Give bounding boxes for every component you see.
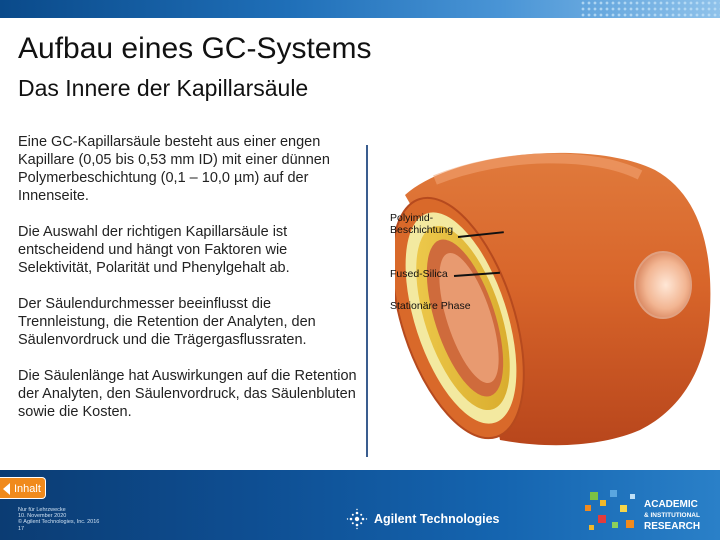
label-polyimide-line2: Beschichtung <box>390 224 454 236</box>
academic-logo <box>644 499 700 532</box>
label-polyimide-line1: Polyimid- <box>390 212 434 224</box>
footer-notes <box>18 507 99 532</box>
paragraph-3: Der Säulendurchmesser beeinflusst die Trennleistung, die Retention der Analyten, den Säulenvordruck und die Trägergasflussraten. <box>18 296 316 348</box>
academic-line-1: ACADEMIC <box>644 499 698 510</box>
inhalt-button[interactable] <box>0 477 46 499</box>
page-number: 17 <box>18 525 25 532</box>
vertical-divider <box>366 145 368 457</box>
back-arrow-icon <box>3 483 10 495</box>
paragraph-1: Eine GC-Kapillarsäule besteht aus einer engen Kapillare (0,05 bis 0,53 mm ID) mit einer dünnen Polymerbeschichtung (0,1 – 10,0 µm) auf der Innenseite. <box>18 134 330 204</box>
page-subtitle: Das Innere der Kapillarsäule <box>18 75 309 101</box>
academic-line-2: & INSTITUTIONAL <box>644 512 700 519</box>
label-polyimide <box>390 212 453 236</box>
page-title: Aufbau eines GC-Systems <box>18 32 372 65</box>
agilent-logo <box>346 508 499 530</box>
footer-note-2: 10. November 2020 <box>18 513 67 520</box>
academic-line-3: RESEARCH <box>644 521 701 532</box>
footer-note-1: Nur für Lehrzwecke <box>18 507 66 513</box>
paragraph-2: Die Auswahl der richtigen Kapillarsäule ist entscheidend und hängt von Faktoren wie Selektivität, Polarität und Phenylgehalt ab. <box>18 224 290 276</box>
header-banner <box>0 0 720 18</box>
agilent-wordmark: Agilent Technologies <box>374 512 500 526</box>
label-stationary-phase: Stationäre Phase <box>390 300 471 312</box>
agilent-spark-icon <box>346 508 368 530</box>
header-dot-pattern <box>580 0 720 18</box>
label-fused-silica: Fused-Silica <box>390 268 448 280</box>
paragraph-4: Die Säulenlänge hat Auswirkungen auf die Retention der Analyten, den Säulenvordruck, das Säulenbluten sowie die Kosten. <box>18 368 357 420</box>
inhalt-label: Inhalt <box>14 483 41 495</box>
footer-note-3: © Agilent Technologies, Inc. 2016 <box>18 519 100 526</box>
